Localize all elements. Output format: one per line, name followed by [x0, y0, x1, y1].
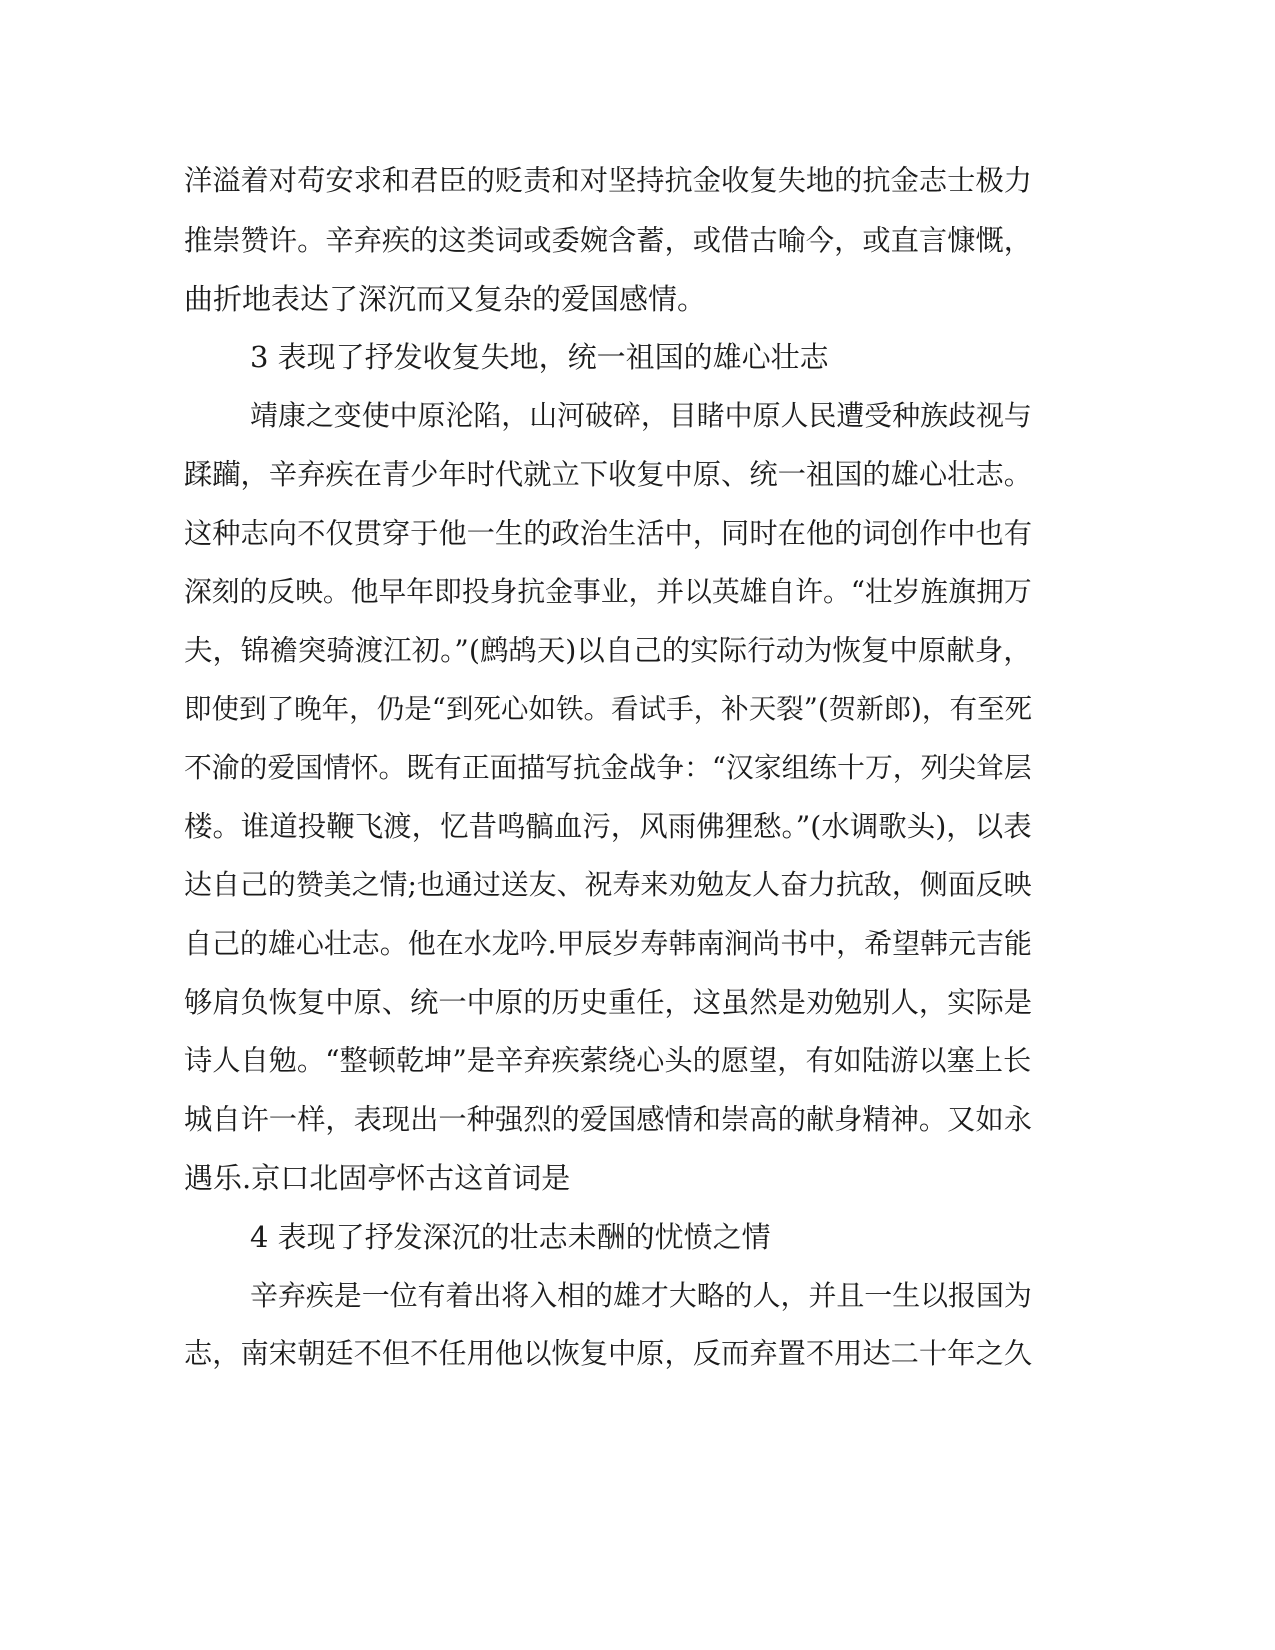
- paragraph-first-line: 靖康之变使中原沦陷，山河破碎，目睹中原人民遭受种族歧视与: [250, 399, 1032, 432]
- text-line: 志，南宋朝廷不但不任用他以恢复中原，反而弃置不用达二十年之久: [184, 1337, 1032, 1370]
- text-line: 蹂躏，辛弃疾在青少年时代就立下收复中原、统一祖国的雄心壮志。: [184, 458, 1032, 491]
- text-line: 夫，锦襜突骑渡江初。”(鹧鸪天)以自己的实际行动为恢复中原献身，: [184, 634, 1032, 667]
- text-line: 即使到了晚年，仍是“到死心如铁。看试手，补天裂”(贺新郎)，有至死: [184, 693, 1033, 725]
- text-line: 洋溢着对苟安求和君臣的贬责和对坚持抗金收复失地的抗金志士极力: [184, 164, 1032, 197]
- text-line: 城自许一样，表现出一种强烈的爱国感情和崇高的献身精神。又如永: [184, 1103, 1032, 1136]
- section-heading-3: 3 表现了抒发收复失地，统一祖国的雄心壮志: [250, 340, 829, 374]
- text-line: 楼。谁道投鞭飞渡，忆昔鸣髇血污，风雨佛狸愁。”(水调歌头)，以表: [184, 810, 1032, 843]
- text-line: 曲折地表达了深沉而又复杂的爱国感情。: [184, 282, 707, 316]
- text-line: 深刻的反映。他早年即投身抗金事业，并以英雄自许。“壮岁旌旗拥万: [184, 575, 1032, 608]
- text-line: 不渝的爱国情怀。既有正面描写抗金战争：“汉家组练十万，列尖耸层: [184, 751, 1032, 784]
- paragraph-first-line: 辛弃疾是一位有着出将入相的雄才大略的人，并且一生以报国为: [250, 1279, 1032, 1312]
- text-line: 诗人自勉。“整顿乾坤”是辛弃疾萦绕心头的愿望，有如陆游以塞上长: [184, 1044, 1032, 1077]
- section-heading-4: 4 表现了抒发深沉的壮志未酬的忧愤之情: [250, 1220, 771, 1254]
- text-line: 遇乐.京口北固亭怀古这首词是: [184, 1161, 571, 1195]
- text-line: 推崇赞许。辛弃疾的这类词或委婉含蓄，或借古喻今，或直言慷慨，: [184, 224, 1032, 257]
- text-line: 够肩负恢复中原、统一中原的历史重任，这虽然是劝勉别人，实际是: [184, 986, 1032, 1019]
- text-line: 达自己的赞美之情;也通过送友、祝寿来劝勉友人奋力抗敌，侧面反映: [184, 868, 1032, 901]
- text-line: 自己的雄心壮志。他在水龙吟.甲辰岁寿韩南涧尚书中，希望韩元吉能: [184, 927, 1032, 960]
- text-line: 这种志向不仅贯穿于他一生的政治生活中，同时在他的词创作中也有: [184, 517, 1032, 550]
